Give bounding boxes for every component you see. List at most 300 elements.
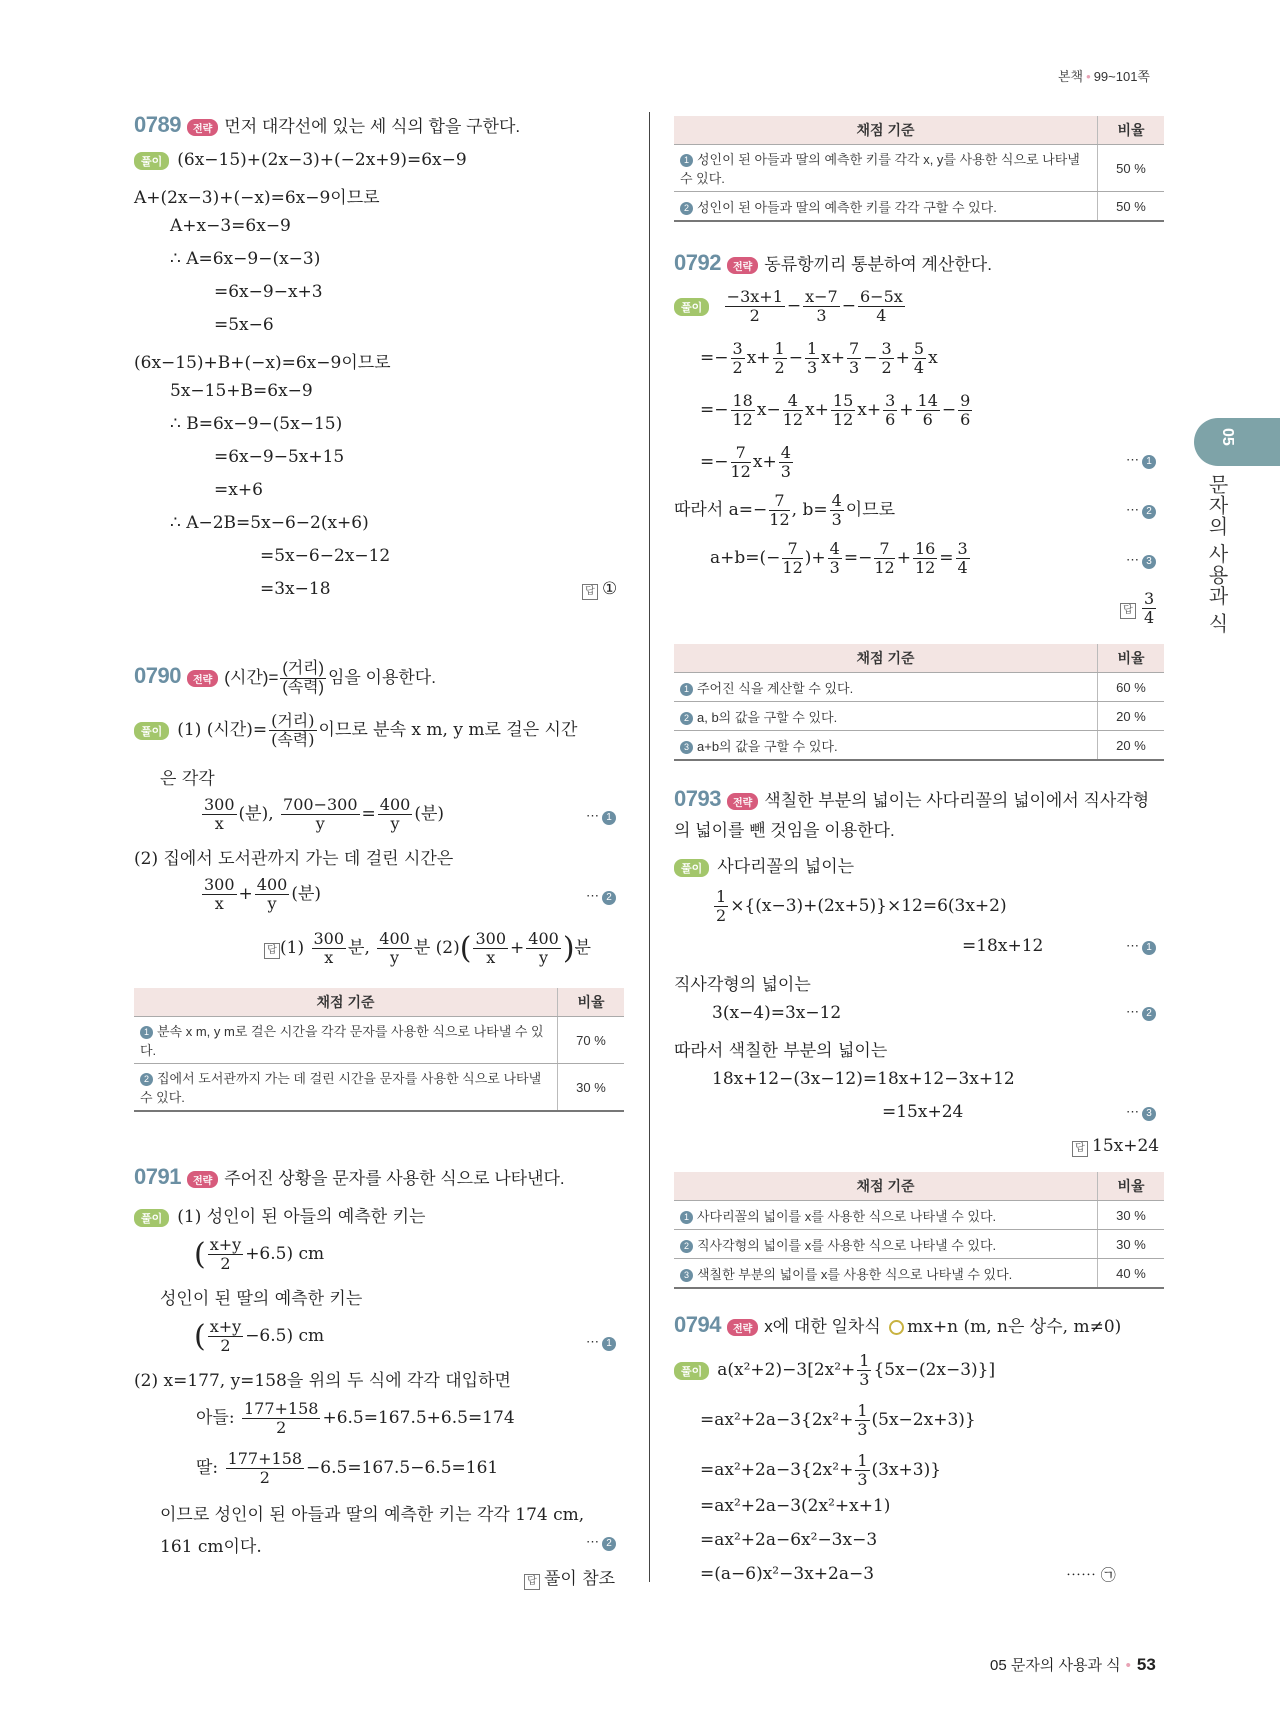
fraction [312, 930, 347, 967]
answer-value: 15x+24 [1092, 1136, 1160, 1156]
step-marker-1 [586, 1334, 616, 1351]
denominator: 3 [849, 358, 860, 377]
denominator: y [539, 948, 549, 967]
page-footer: 05 문자의 사용과 식 • 53 [990, 1655, 1156, 1674]
fraction [912, 340, 926, 377]
math-line: =5x−6 [214, 315, 274, 335]
fraction [855, 1452, 869, 1489]
unit: (분) [291, 884, 322, 904]
math-text: =ax²+2a−3{2x²+ [700, 1460, 854, 1480]
table-row [674, 673, 1164, 702]
problem-number: 0789 [134, 112, 181, 137]
criteria-text: 집에서 도서관까지 가는 데 걸린 시간을 문자를 사용한 식으로 나타낼 수 있다. [140, 1071, 542, 1105]
criteria-header: 채점 기준 [134, 988, 558, 1017]
math-text: =ax²+2a−3{2x²+ [700, 1410, 854, 1430]
problem-0793-header [674, 786, 1149, 812]
fraction [855, 1402, 869, 1439]
numerator: 1 [716, 887, 727, 906]
marker-dots: ⋯ [1126, 502, 1139, 517]
solution-line [134, 150, 467, 170]
criteria-text: 성인이 된 아들과 딸의 예측한 키를 각각 x, y를 사용한 식으로 나타낼 수 있다. [680, 152, 1080, 186]
marker-dots: ⋯ [1126, 452, 1139, 467]
answer-value: 풀이 참조 [544, 1569, 616, 1589]
answer-icon: 답 [524, 1574, 540, 1590]
fraction [725, 288, 785, 325]
fraction [242, 1400, 320, 1437]
fraction [281, 796, 359, 833]
solution-line [674, 852, 854, 877]
criteria-number: 1 [680, 1211, 693, 1224]
math-line: 따라서 색칠한 부분의 넓이는 [674, 1041, 888, 1061]
numerator: 3 [957, 539, 968, 558]
marker-dots: ⋯ [586, 888, 599, 903]
numerator: x+y [209, 1235, 242, 1254]
numerator: 9 [960, 391, 971, 410]
denominator: 12 [914, 558, 936, 577]
denominator: y [267, 894, 277, 913]
math-text: (5x−2x+3)} [871, 1410, 976, 1430]
criteria-number: 3 [680, 741, 693, 754]
fraction [830, 492, 844, 529]
math-text: 따라서 a=− [674, 500, 768, 520]
solution-line [674, 288, 907, 325]
criteria-text: 직사각형의 넓이를 x를 사용한 식으로 나타낼 수 있다. [697, 1237, 997, 1253]
marker-number: 2 [1142, 505, 1156, 519]
fraction [255, 876, 290, 913]
strategy-badge: 전략 [187, 1171, 218, 1188]
footer-chapter: 05 문자의 사용과 식 [990, 1657, 1121, 1674]
problem-number: 0790 [134, 663, 181, 688]
numerator: 400 [528, 929, 559, 948]
denominator: 3 [806, 358, 818, 377]
math-line: ( $\frac{x+y}{2}$ −6.5) cm [194, 1317, 325, 1355]
ratio-value: 30 % [1098, 1230, 1165, 1259]
ratio-value: 50 % [1098, 145, 1165, 192]
marker-dots: ⋯ [1126, 1104, 1139, 1119]
score-table-0790 [134, 988, 624, 1112]
ratio-value: 20 % [1098, 702, 1165, 731]
fraction [773, 340, 787, 377]
denominator: 12 [769, 510, 790, 529]
math-text: =− [843, 548, 873, 568]
ref-pages: 99~101쪽 [1093, 69, 1150, 84]
numerator: 300 [313, 929, 345, 948]
math-line [200, 796, 444, 833]
math-text: + [510, 938, 525, 958]
math-line: A+x−3=6x−9 [170, 216, 291, 236]
numerator: x−7 [805, 287, 838, 306]
denominator: 2 [732, 358, 743, 377]
strategy-text: x에 대한 일차식 [764, 1317, 881, 1336]
fraction [858, 288, 905, 325]
table-row [134, 1064, 624, 1112]
strategy-text: 의 넓이를 뺀 것임을 이용한다. [674, 821, 895, 840]
fraction [883, 392, 897, 429]
denominator: 3 [857, 1470, 868, 1489]
denominator: 3 [780, 462, 791, 481]
strategy-text: (시간)= [224, 668, 279, 687]
strategy-badge: 전략 [187, 670, 218, 687]
numerator: 400 [379, 795, 411, 814]
fraction [879, 340, 893, 377]
denominator: 12 [874, 558, 895, 577]
denominator: y [315, 814, 325, 833]
ratio-header: 비율 [1098, 644, 1165, 673]
fraction [779, 444, 793, 481]
math-text: )+ [804, 548, 826, 568]
denominator: 6 [885, 410, 896, 429]
problem-number: 0792 [674, 250, 721, 275]
circle-icon [889, 1320, 904, 1335]
ref-label: 본책 [1058, 69, 1084, 84]
strategy-text: 먼저 대각선에 있는 세 식의 합을 구한다. [224, 117, 521, 136]
criteria-number: 2 [680, 202, 693, 215]
solution-line [134, 1202, 425, 1227]
denominator: 2 [749, 306, 760, 325]
fraction [208, 1318, 243, 1355]
fraction [783, 392, 803, 429]
math-line: 이므로 성인이 된 아들과 딸의 예측한 키는 각각 174 cm, [160, 1505, 585, 1525]
numerator: 15 [832, 391, 854, 410]
step-marker-1 [1126, 452, 1156, 469]
problem-number: 0791 [134, 1164, 181, 1189]
operator: − [786, 296, 802, 316]
fraction [1142, 590, 1156, 627]
answer-0792 [1120, 590, 1158, 627]
denominator: 12 [782, 558, 803, 577]
math-line: 161 cm이다. [160, 1537, 262, 1557]
math-line [700, 1402, 976, 1439]
ratio-value: 30 % [558, 1064, 625, 1112]
math-line: 5x−15+B=6x−9 [170, 381, 313, 401]
marker-number: 1 [602, 1337, 616, 1351]
denominator: 6 [960, 410, 971, 429]
fraction [769, 492, 789, 529]
problem-0789-header [134, 112, 520, 138]
numerator: 7 [782, 540, 802, 559]
math-line: =ax²+2a−3(2x²+x+1) [700, 1496, 891, 1516]
problem-0794-header [674, 1312, 1121, 1338]
problem-0790-header [134, 660, 436, 697]
math-text: =− [700, 400, 729, 420]
chapter-tab [1194, 418, 1280, 466]
chapter-title-vertical: 문자의 사용과 식 [1205, 474, 1227, 635]
math-text: 이므로 [845, 500, 896, 520]
math-text: (3x+3)} [871, 1460, 942, 1480]
ratio-value: 60 % [1098, 673, 1165, 702]
column-divider [649, 112, 650, 1582]
denominator: 2 [276, 1418, 287, 1437]
step-marker-2 [1126, 1004, 1156, 1021]
fraction [731, 340, 745, 377]
unit: 분 [413, 938, 431, 958]
denominator: 2 [881, 358, 892, 377]
step-marker-3 [1126, 552, 1156, 569]
numerator: 400 [256, 875, 288, 894]
math-line: =6x−9−x+3 [214, 282, 323, 302]
numerator: 3 [885, 391, 896, 410]
math-text: x+ [752, 452, 777, 472]
denominator: 12 [732, 410, 753, 429]
denominator: 3 [857, 1420, 868, 1439]
math-text: =− [700, 452, 729, 472]
math-line [700, 1452, 941, 1489]
numerator: 7 [849, 339, 860, 358]
numerator: 7 [769, 492, 789, 511]
numerator: 177+158 [243, 1399, 319, 1418]
strategy-badge: 전략 [727, 257, 758, 274]
numerator: 7 [731, 444, 751, 463]
criteria-text: 주어진 식을 계산할 수 있다. [697, 680, 854, 696]
table-row [134, 1017, 624, 1064]
math-text: 이므로 분속 x m, y m로 걸은 시간 [318, 720, 578, 740]
denominator: 6 [922, 410, 933, 429]
denominator: y [390, 948, 400, 967]
marker-number: 1 [1142, 941, 1156, 955]
math-line: 18x+12−(3x−12)=18x+12−3x+12 [712, 1069, 1015, 1089]
math-line: ∴ B=6x−9−(5x−15) [170, 414, 343, 434]
strategy-text: 주어진 상황을 문자를 사용한 식으로 나타낸다. [224, 1169, 565, 1188]
criteria-text: 사다리꼴의 넓이를 x를 사용한 식으로 나타낼 수 있다. [697, 1208, 997, 1224]
denominator: 12 [832, 410, 854, 429]
numerator: 7 [874, 540, 894, 559]
math-text: a+b=(− [710, 548, 781, 568]
fraction [913, 540, 937, 577]
numerator: 16 [914, 539, 936, 558]
math-text: 아들: [196, 1408, 235, 1428]
marker-number: 3 [1142, 555, 1156, 569]
marker-dots: ⋯ [1126, 552, 1139, 567]
numerator: (거리) [271, 711, 315, 730]
criteria-number: 1 [680, 154, 693, 167]
marker-number: 3 [1142, 1107, 1156, 1121]
math-text: +6.5) cm [245, 1244, 325, 1264]
criteria-text: 분속 x m, y m로 걸은 시간을 각각 문자를 사용한 식으로 나타낼 수 있다. [140, 1024, 544, 1058]
ratio-header: 비율 [558, 988, 625, 1017]
math-text: −6.5=167.5−6.5=161 [306, 1458, 499, 1478]
answer-icon: 답 [582, 584, 598, 600]
fraction [714, 888, 728, 925]
numerator: 300 [204, 795, 235, 814]
denominator: (속력) [282, 679, 324, 696]
solution-badge: 풀이 [134, 152, 169, 170]
numerator: 3 [1144, 589, 1155, 608]
marker-dots: ⋯ [1126, 938, 1139, 953]
answer-0791 [524, 1564, 615, 1590]
strategy-badge: 전략 [727, 793, 758, 810]
math-text: (1) (시간)= [177, 720, 268, 740]
fraction [782, 540, 802, 577]
denominator: x [486, 948, 496, 967]
solution-badge: 풀이 [674, 859, 709, 877]
step-marker-2 [586, 1534, 616, 1551]
denominator: x [214, 814, 224, 833]
math-line [674, 492, 895, 529]
score-table-0792 [674, 644, 1164, 761]
math-line: 은 각각 [160, 769, 215, 789]
fraction [473, 930, 508, 967]
solution-line [674, 1352, 995, 1389]
strategy-text: 색칠한 부분의 넓이는 사다리꼴의 넓이에서 직사각형 [764, 791, 1150, 810]
unit: 분 [574, 938, 591, 958]
fraction [874, 540, 894, 577]
fraction [916, 392, 940, 429]
marker-number: 2 [602, 1537, 616, 1551]
math-line: A+(2x−3)+(−x)=6x−9이므로 [134, 188, 380, 208]
math-line: ∴ A−2B=5x−6−2(x+6) [170, 513, 369, 533]
ratio-value: 70 % [558, 1017, 625, 1064]
marker-dots: ⋯ [1126, 1004, 1139, 1019]
solution-line [134, 712, 577, 749]
denominator: 3 [816, 306, 827, 325]
denominator: 2 [220, 1336, 231, 1355]
strategy-text: 동류항끼리 통분하여 계산한다. [764, 255, 992, 274]
math-line [200, 876, 321, 913]
fraction [526, 930, 561, 967]
fraction [731, 444, 751, 481]
step-marker-1 [586, 808, 616, 825]
math-text: a(x²+2)−3[2x²+ [717, 1360, 856, 1380]
fraction [857, 1352, 871, 1389]
table-row [674, 1230, 1164, 1259]
numerator: 300 [204, 875, 235, 894]
denominator: 12 [782, 410, 804, 429]
step-marker-3 [1126, 1104, 1156, 1121]
numerator: 1 [806, 339, 818, 358]
marker-dots: ⋯ [586, 1534, 599, 1549]
fraction [805, 340, 819, 377]
denominator: x [214, 894, 224, 913]
criteria-number: 1 [680, 683, 693, 696]
math-line: 3(x−4)=3x−12 [712, 1003, 842, 1023]
math-line [710, 540, 972, 577]
denominator: 2 [259, 1468, 270, 1487]
page-number: 53 [1136, 1655, 1156, 1674]
fraction [226, 1450, 304, 1487]
strategy-text: 임을 이용한다. [327, 668, 436, 687]
math-line [700, 444, 795, 481]
math-line: =5x−6−2x−12 [260, 546, 391, 566]
numerator: 1 [857, 1401, 868, 1420]
denominator: y [390, 814, 400, 833]
answer-value: ① [602, 579, 618, 599]
criteria-number: 2 [140, 1073, 153, 1086]
criteria-header: 채점 기준 [674, 1172, 1098, 1201]
math-line: =ax²+2a−6x²−3x−3 [700, 1530, 878, 1550]
step-marker-2 [586, 888, 616, 905]
numerator: 1 [774, 339, 785, 358]
numerator: 4 [780, 443, 791, 462]
math-line: =6x−9−5x+15 [214, 447, 345, 467]
math-text: +6.5=167.5+6.5=174 [322, 1408, 515, 1428]
math-text: = [939, 548, 954, 568]
score-table-0791 [674, 116, 1164, 222]
fraction [377, 930, 412, 967]
chapter-number: 05 [1219, 428, 1236, 446]
math-text: {5x−(2x−3)}] [873, 1360, 996, 1380]
fraction [831, 392, 855, 429]
numerator: 3 [881, 339, 892, 358]
math-text: 딸: [196, 1458, 219, 1478]
answer-icon: 답 [1120, 603, 1136, 619]
numerator: 18 [732, 391, 753, 410]
page-reference: 본책 • 99~101쪽 [1058, 69, 1150, 84]
math-line: (2) 집에서 도서관까지 가는 데 걸린 시간은 [134, 849, 454, 869]
table-row [674, 1259, 1164, 1289]
math-text: =− [700, 348, 729, 368]
ratio-value: 50 % [1098, 192, 1165, 222]
math-line: =15x+24 [882, 1102, 964, 1122]
denominator: (속력) [271, 730, 315, 749]
marker-number: 2 [602, 891, 616, 905]
fraction [280, 660, 326, 697]
fraction [202, 876, 237, 913]
unit: (분), [238, 804, 274, 824]
answer-icon: 답 [1072, 1141, 1088, 1157]
fraction [731, 392, 755, 429]
score-table-0793 [674, 1172, 1164, 1289]
math-line: (6x−15)+B+(−x)=6x−9이므로 [134, 353, 391, 373]
denominator: 12 [730, 462, 751, 481]
criteria-text: a, b의 값을 구할 수 있다. [697, 709, 838, 725]
math-text: x [928, 348, 938, 368]
criteria-text: 성인이 된 아들과 딸의 예측한 키를 각각 구할 수 있다. [697, 199, 997, 215]
math-line: =− $\frac{3}{2}$ x+ $\frac{1}{2}$ − $\frac{1}{3}$ x+ $\frac{7}{3}$ − $\frac{3}{2}$ + $\frac{5}{4}$ x [700, 339, 938, 377]
table-row [674, 702, 1164, 731]
strategy-text: mx+n (m, n은 상수, m≠0) [907, 1317, 1122, 1337]
fraction [202, 796, 237, 833]
math-text: ×{(x−3)+(2x+5)}×12=6(3x+2) [730, 896, 1007, 916]
denominator: 2 [716, 906, 727, 925]
numerator: 400 [379, 929, 410, 948]
numerator: 177+158 [227, 1449, 303, 1468]
math-line [196, 1400, 515, 1437]
ratio-value: 40 % [1098, 1259, 1165, 1289]
solution-badge: 풀이 [674, 1362, 709, 1380]
problem-0791-header [134, 1164, 565, 1190]
marker-number: 1 [602, 811, 616, 825]
numerator: 1 [859, 1351, 870, 1370]
marker-dots: ⋯ [586, 808, 599, 823]
table-row [674, 192, 1164, 222]
criteria-text: a+b의 값을 구할 수 있다. [697, 738, 838, 754]
numerator: 4 [831, 491, 842, 510]
answer-icon: 답 [264, 943, 280, 959]
numerator: 4 [829, 539, 840, 558]
fraction [956, 540, 970, 577]
math-text: (2) [435, 938, 460, 958]
solution-badge: 풀이 [134, 722, 169, 740]
math-text: −6.5) cm [245, 1326, 325, 1346]
math-text: (1) 성인이 된 아들의 예측한 키는 [177, 1207, 426, 1227]
answer-0790: 답 (1) $\frac{300}{x}$ 분, $\frac{400}{y}$ 분 (2)( $\frac{300}{x}$ + $\frac{400}{y}$ )분 [264, 930, 591, 967]
math-text: , b= [791, 500, 828, 520]
numerator: 5 [913, 339, 925, 358]
operator: − [841, 296, 856, 316]
fraction [847, 340, 861, 377]
fraction [828, 540, 842, 577]
numerator: 700−300 [283, 795, 358, 814]
criteria-number: 1 [140, 1026, 153, 1039]
numerator: 14 [917, 391, 938, 410]
numerator: 1 [857, 1451, 868, 1470]
criteria-header: 채점 기준 [674, 644, 1098, 673]
strategy-badge: 전략 [727, 1319, 758, 1336]
math-line: (6x−15)+(2x−3)+(−2x+9)=6x−9 [177, 150, 467, 170]
math-line: 성인이 된 딸의 예측한 키는 [160, 1289, 363, 1309]
table-row [674, 731, 1164, 761]
denominator: 4 [876, 306, 887, 325]
